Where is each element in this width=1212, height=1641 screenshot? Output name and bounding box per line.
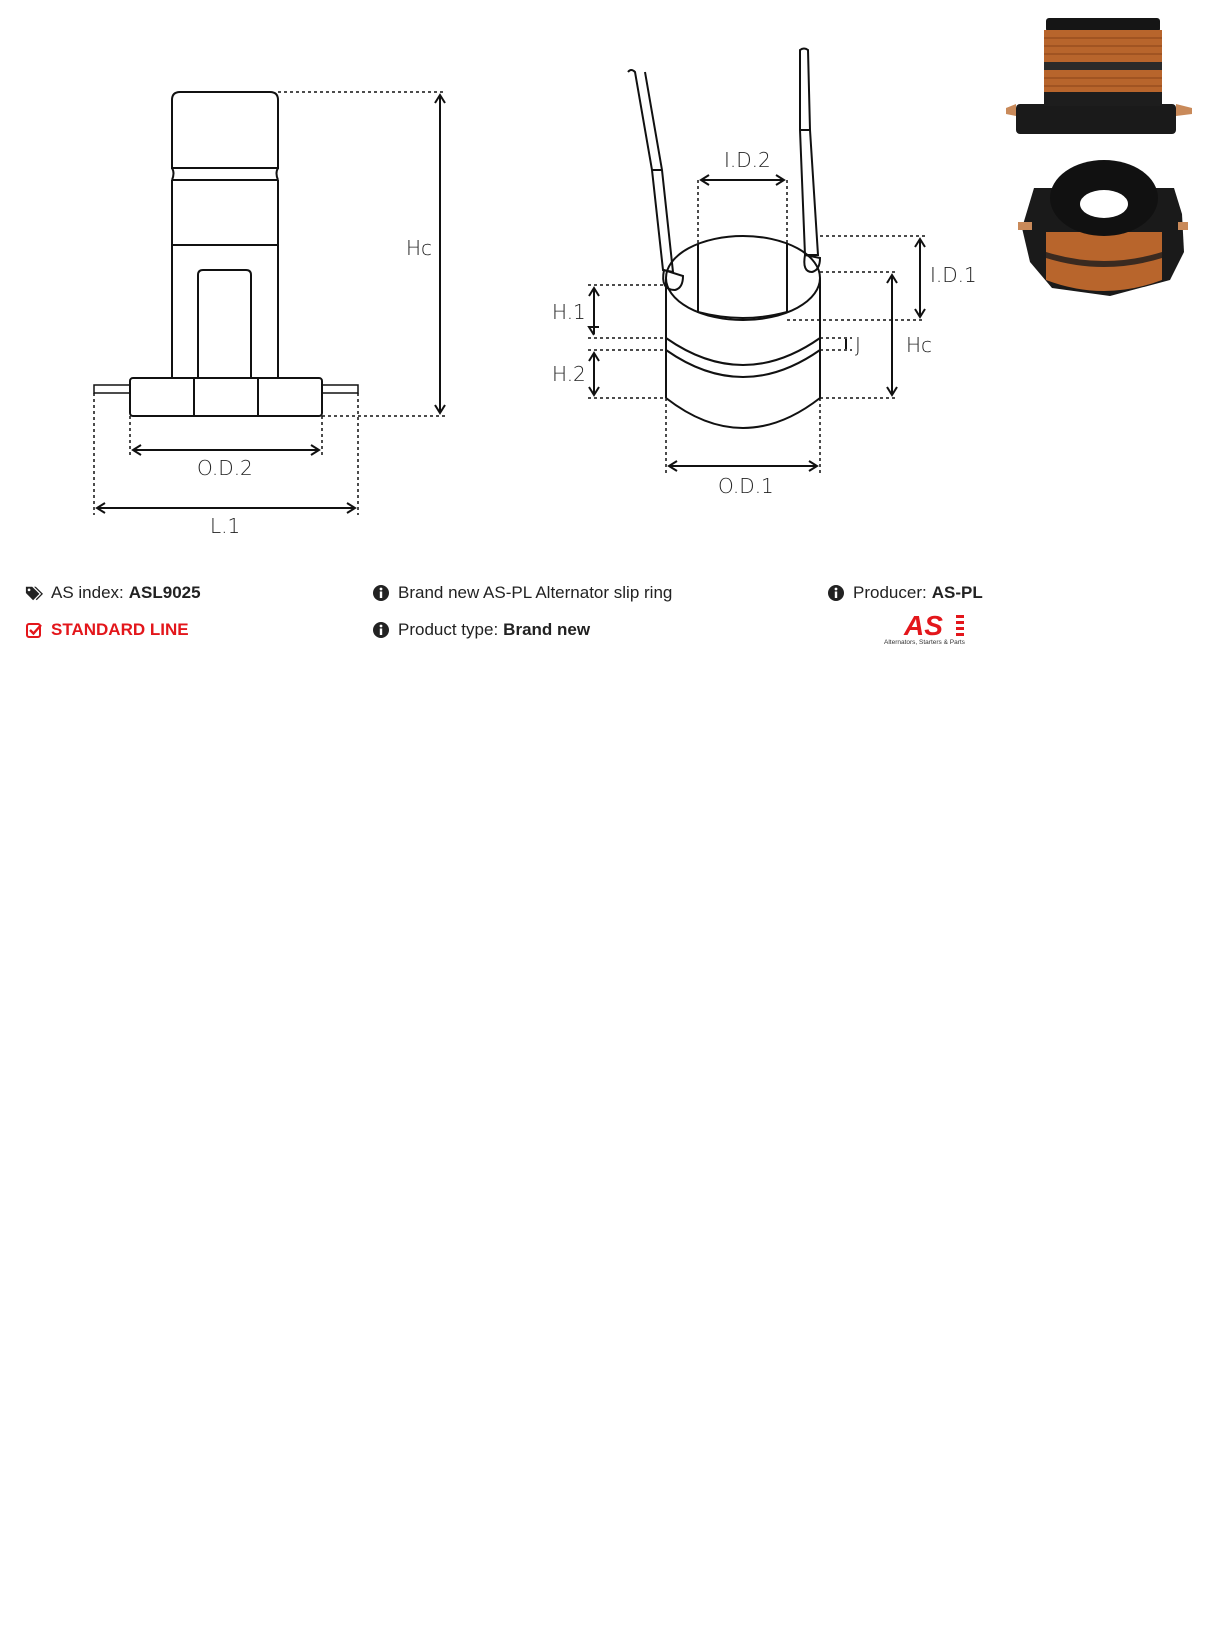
producer-label: Producer:: [853, 583, 927, 602]
as-index-value: ASL9025: [128, 583, 201, 602]
tags-icon: [25, 584, 43, 602]
description-row: [372, 583, 672, 603]
dim-h2: H.2: [552, 362, 586, 386]
svg-text:AS: AS: [904, 610, 943, 641]
perspective-view: [552, 49, 977, 499]
dim-hc-left: Hc: [406, 236, 433, 260]
svg-text:Alternators, Starters & Parts: Alternators, Starters & Parts: [884, 639, 965, 646]
technical-drawing: [0, 0, 1212, 560]
side-view: [94, 92, 445, 538]
dim-od1: O.D.1: [718, 474, 774, 498]
standard-line-row: [25, 620, 189, 640]
standard-line-label: STANDARD LINE: [51, 620, 189, 639]
dim-h1: H.1: [552, 300, 586, 324]
product-photo-top: [1006, 18, 1192, 134]
producer-row: [827, 583, 983, 603]
dim-hc-right: Hc: [906, 333, 933, 357]
info-circle-icon: [372, 584, 390, 602]
product-type-label: Product type:: [398, 620, 499, 639]
as-pl-logo: [884, 610, 984, 646]
product-type-value: Brand new: [503, 620, 591, 639]
info-circle-icon: [827, 584, 845, 602]
product-photo-bottom: [1018, 160, 1188, 296]
dim-l1: L.1: [210, 514, 241, 538]
dim-od2: O.D.2: [197, 456, 253, 480]
producer-value: AS-PL: [931, 583, 983, 602]
dim-j: J: [855, 333, 861, 357]
description-text: Brand new AS-PL Alternator slip ring: [398, 583, 673, 602]
as-index-row: [25, 583, 201, 603]
check-square-icon: [25, 621, 43, 639]
product-type-row: [372, 620, 590, 640]
info-circle-icon: [372, 621, 390, 639]
dim-id2: I.D.2: [724, 148, 771, 172]
dim-id1: I.D.1: [930, 263, 977, 287]
as-index-label: AS index:: [51, 583, 124, 602]
